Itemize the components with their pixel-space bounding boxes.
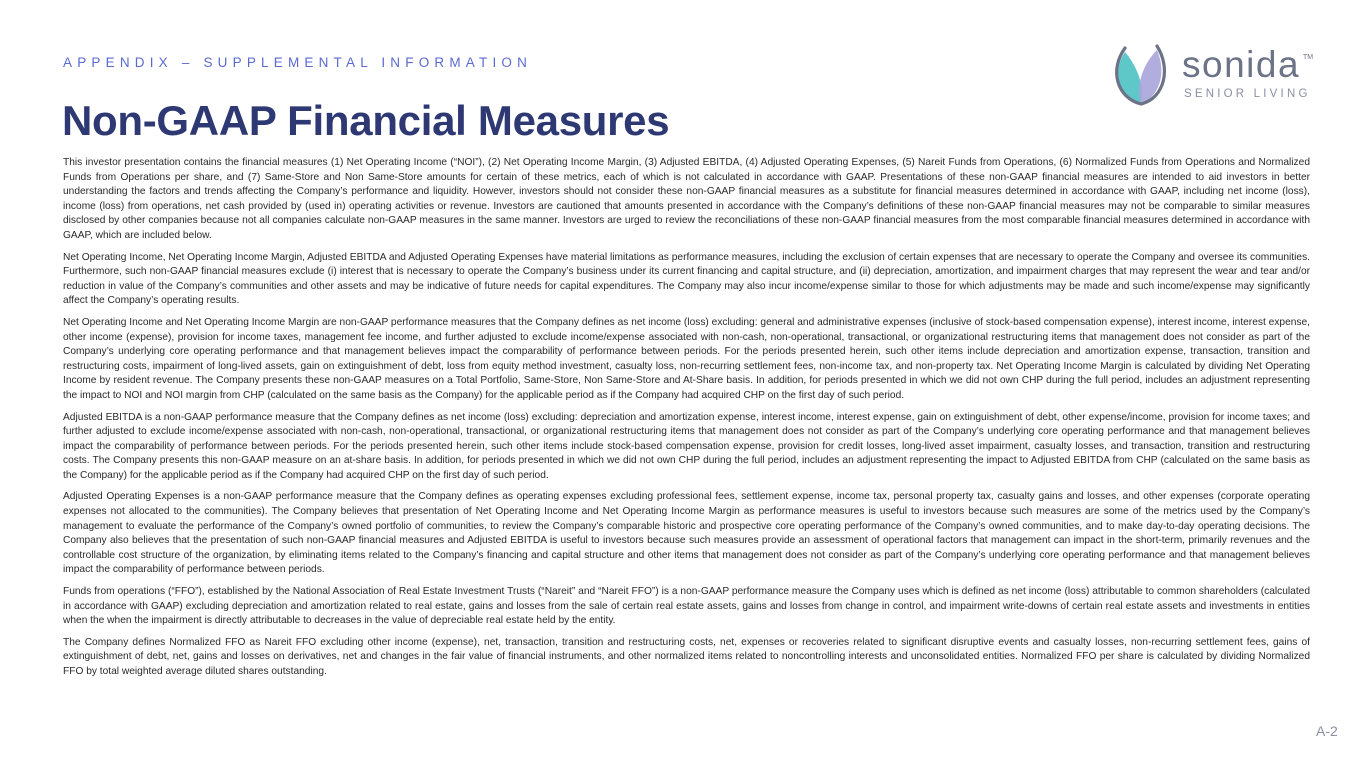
paragraph-limitations: Net Operating Income, Net Operating Income Margin, Adjusted EBITDA and Adjusted Operating Expenses have material limitations as performance measures, including the exclusion of certain expenses that are necessary to operate the Company and oversee its communities. Furthermore, such non-GAAP financial measures exclude (i) interest that is necessary to operate the Company’s business under its current financing and capital structure, and (ii) depreciation, amortization, and impairment charges that may represent the wear and tear and/or reduction in value of the Company’s communities and other assets and may be indicative of future needs for capital expenditures. The Company may also incur income/expense similar to those for which adjustments may be made and such income/expense may significantly affect the Company’s operating results.	[63, 251, 1310, 307]
paragraph-non-gaap-overview: This investor presentation contains the financial measures (1) Net Operating Income (“NOI”), (2) Net Operating Income Margin, (3) Adjusted EBITDA, (4) Adjusted Operating Expenses, (5) Nareit Funds from Operations, (6) Normalized Funds from Operations and Normalized Funds from Operations per share, and (7) Same-Store and Non Same-Store amounts for certain of these metrics, each of which is not calculated in accordance with GAAP. Presentations of these non-GAAP financial measures are intended to aid investors in better understanding the factors and trends affecting the Company’s performance and liquidity. However, investors should not consider these non-GAAP financial measures as a substitute for financial measures determined in accordance with GAAP, including net income (loss), income (loss) from operations, net cash provided by (used in) operating activities or revenue. Investors are cautioned that amounts presented in accordance with the Company’s definitions of these non-GAAP financial measures may not be comparable to similar measures disclosed by other companies because not all companies calculate non-GAAP measures in the same manner. Investors are urged to review the reconciliations of these non-GAAP financial measures from the most comparable financial measures determined in accordance with GAAP, which are included below.	[63, 157, 1310, 241]
disclosure-body	[63, 156, 1310, 687]
paragraph-noi-definition: Net Operating Income and Net Operating Income Margin are non-GAAP performance measures that the Company defines as net income (loss) excluding: general and administrative expenses (inclusive of stock-based compensation expense), interest income, interest expense, other income (expense), provision for income taxes, management fee income, and further adjusted to exclude income/expense associated with non-cash, non-operational, transactional, or organizational restructuring items that management does not consider as part of the Company’s underlying core operating performance and that management believes impact the comparability of performance between periods. For the periods presented herein, such other items include depreciation and amortization expense, transaction, transition and restructuring costs, impairment of long-lived assets, gain on extinguishment of debt, loss from equity method investment, casualty loss, non-recurring settlement fees, non-income tax, and non-property tax. Net Operating Income Margin is calculated by dividing Net Operating Income by resident revenue. The Company presents these non-GAAP measures on a Total Portfolio, Same-Store, Non Same-Store and At-Share basis. In addition, for periods presented in which we did not own CHP during the full period, includes an adjustment representing the impact to NOI and NOI margin from CHP (calculated on the same basis as the Company) for the applicable period as if the Company had acquired CHP on the first day of such period.	[63, 316, 1310, 401]
logo-wordmark: sonida	[1182, 44, 1301, 85]
logo-trademark: TM	[1303, 54, 1314, 61]
paragraph-normalized-ffo: The Company defines Normalized FFO as Nareit FFO excluding other income (expense), net, transaction, transition and restructuring costs, net, expenses or recoveries related to significant disruptive events and casualty losses, non-recurring settlement fees, gains of extinguishment of debt, net, gains and losses on derivatives, net and changes in the fair value of financial instruments, and other normalized items related to noncontrolling interests and unconsolidated entities. Normalized FFO per share is calculated by dividing Normalized FFO by total weighted average diluted shares outstanding.	[63, 636, 1310, 677]
logo-tagline: SENIOR LIVING	[1184, 88, 1311, 100]
page-number: A-2	[1316, 723, 1338, 739]
paragraph-nareit-ffo: Funds from operations (“FFO”), established by the National Association of Real Estate Investment Trusts (“Nareit” and “Nareit FFO”) is a non-GAAP performance measure the Company uses which is defined as net income (loss) attributable to common shareholders (calculated in accordance with GAAP) excluding depreciation and amortization related to real estate, gains and losses from the sale of certain real estate assets, gains and losses from change in control, and impairment write-downs of certain real estate assets and investments in entities when the when the impairment is directly attributable to decreases in the value of depreciable real estate held by the entity.	[63, 586, 1310, 627]
section-kicker: APPENDIX – SUPPLEMENTAL INFORMATION	[63, 55, 533, 70]
lotus-leaf-icon	[1111, 44, 1175, 106]
paragraph-adjusted-ebitda: Adjusted EBITDA is a non-GAAP performance measure that the Company defines as net income (loss) excluding: depreciation and amortization expense, interest income, interest expense, gain on extinguishment of debt, other expense/income, provision for income taxes; and further adjusted to exclude income/expense associated with non-cash, non-operational, transactional, or organizational restructuring items that management does not consider as part of the Company’s underlying core operating performance and that management believes impact the comparability of performance between periods. For the periods presented herein, such other items include stock-based compensation expense, provision for credit losses, long-lived asset impairment, casualty losses, and transaction, transition and restructuring costs. The Company presents this non-GAAP measure on an at-share basis. In addition, for periods presented in which we did not own CHP during the full period, includes an adjustment representing the impact to Adjusted EBITDA from CHP (calculated on the same basis as the Company) for the applicable period as if the Company had acquired CHP on the first day of such period.	[63, 411, 1310, 481]
company-logo	[1111, 44, 1321, 106]
page-title: Non-GAAP Financial Measures	[62, 97, 670, 144]
paragraph-adjusted-operating-expenses: Adjusted Operating Expenses is a non-GAAP performance measure that the Company defines as operating expenses excluding professional fees, settlement expense, income tax, personal property tax, casualty gains and losses, and other expenses (corporate operating expenses not allocated to the communities). The Company believes that presentation of Net Operating Income and Net Operating Income Margin as performance measures is useful to investors because such measures are some of the metrics used by the Company’s management to evaluate the performance of the Company’s owned portfolio of communities, to review the Company’s comparable historic and prospective core operating performance of the Company’s owned communities, and to make day-to-day operating decisions. The Company also believes that the presentation of such non-GAAP financial measures and Adjusted EBITDA is useful to investors because such measures provide an assessment of operational factors that management can impact in the short-term, primarily revenues and the controllable cost structure of the organization, by eliminating items related to the Company’s financing and capital structure and other items that management does not consider as part of the Company’s underlying core operating performance and that management believes impact the comparability of performance between periods.	[63, 491, 1310, 576]
